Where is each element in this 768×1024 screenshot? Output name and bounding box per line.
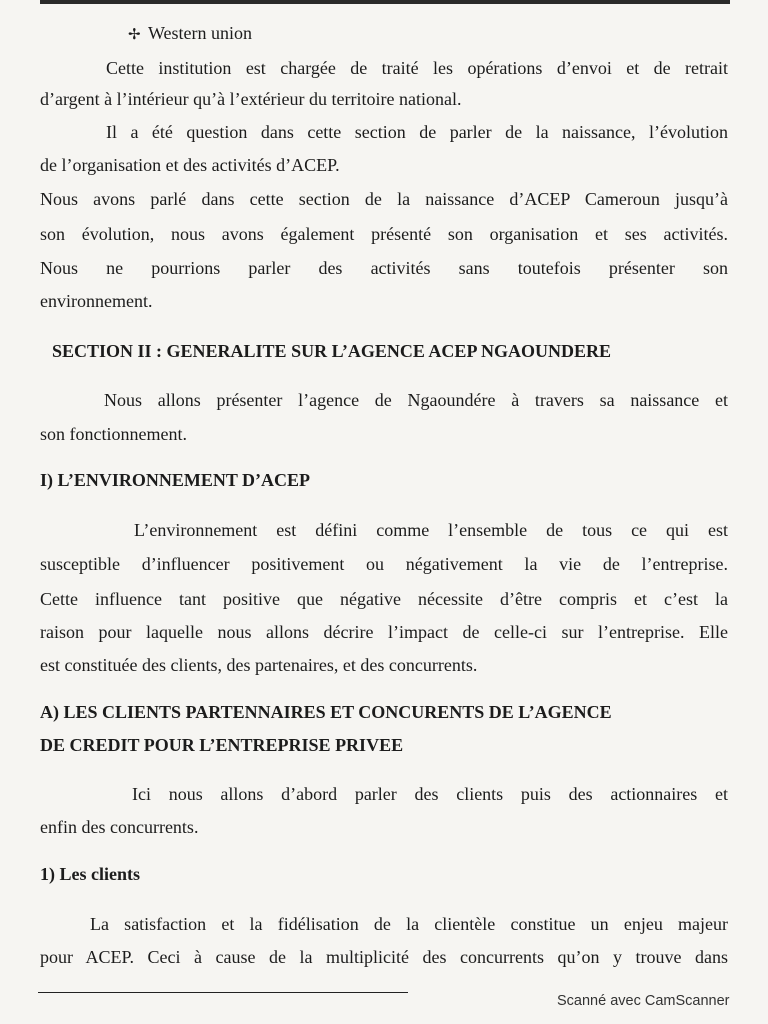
camscanner-watermark: Scanné avec CamScanner — [557, 993, 730, 1009]
text-line: Nous allons présenter l’agence de Ngaoundére à travers sa naissance et — [104, 390, 728, 410]
text-line: L’environnement est défini comme l’ensemble de tous ce qui est — [134, 520, 728, 540]
text-line: pour ACEP. Ceci à cause de la multiplicité des concurrents qu’on y trouve dans — [40, 947, 728, 967]
text-line: est constituée des clients, des partenaires, et des concurrents. — [40, 655, 478, 675]
text-line: susceptible d’influencer positivement ou négativement la vie de l’entreprise. — [40, 554, 728, 574]
text-line: enfin des concurrents. — [40, 817, 199, 837]
text-line: son fonctionnement. — [40, 424, 187, 444]
text-line: Ici nous allons d’abord parler des clients puis des actionnaires et — [132, 784, 728, 804]
heading-a-continued: DE CREDIT POUR L’ENTREPRISE PRIVEE — [40, 735, 404, 755]
cross-bullet-icon: ✢ — [128, 25, 141, 43]
text-line: Nous avons parlé dans cette section de la naissance d’ACEP Cameroun jusqu’à — [40, 189, 728, 209]
text-line: environnement. — [40, 291, 153, 311]
text-line: Il a été question dans cette section de parler de la naissance, l’évolution — [106, 122, 728, 142]
bullet-western-union — [128, 22, 252, 45]
bottom-rule — [38, 992, 408, 993]
text-line: d’argent à l’intérieur qu’à l’extérieur du territoire national. — [40, 89, 462, 109]
top-rule — [40, 0, 730, 4]
heading-environnement: I) L’ENVIRONNEMENT D’ACEP — [40, 470, 311, 490]
text-line: de l’organisation et des activités d’ACEP. — [40, 155, 340, 175]
text-line: raison pour laquelle nous allons décrire l’impact de celle-ci sur l’entreprise. Elle — [40, 622, 728, 642]
text-line: Cette institution est chargée de traité les opérations d’envoi et de retrait — [106, 58, 728, 78]
text-line: Nous ne pourrions parler des activités sans toutefois présenter son — [40, 258, 728, 278]
bullet-text: Western union — [148, 23, 253, 43]
heading-a: A) LES CLIENTS PARTENNAIRES ET CONCURENTS DE L’AGENCE — [40, 702, 612, 722]
text-line: La satisfaction et la fidélisation de la clientèle constitue un enjeu majeur — [90, 914, 728, 934]
section-title: SECTION II : GENERALITE SUR L’AGENCE ACEP NGAOUNDERE — [52, 341, 611, 361]
text-line: son évolution, nous avons également présenté son organisation et ses activités. — [40, 224, 728, 244]
heading-clients: 1) Les clients — [40, 864, 140, 884]
text-line: Cette influence tant positive que négative nécessite d’être compris et c’est la — [40, 589, 728, 609]
